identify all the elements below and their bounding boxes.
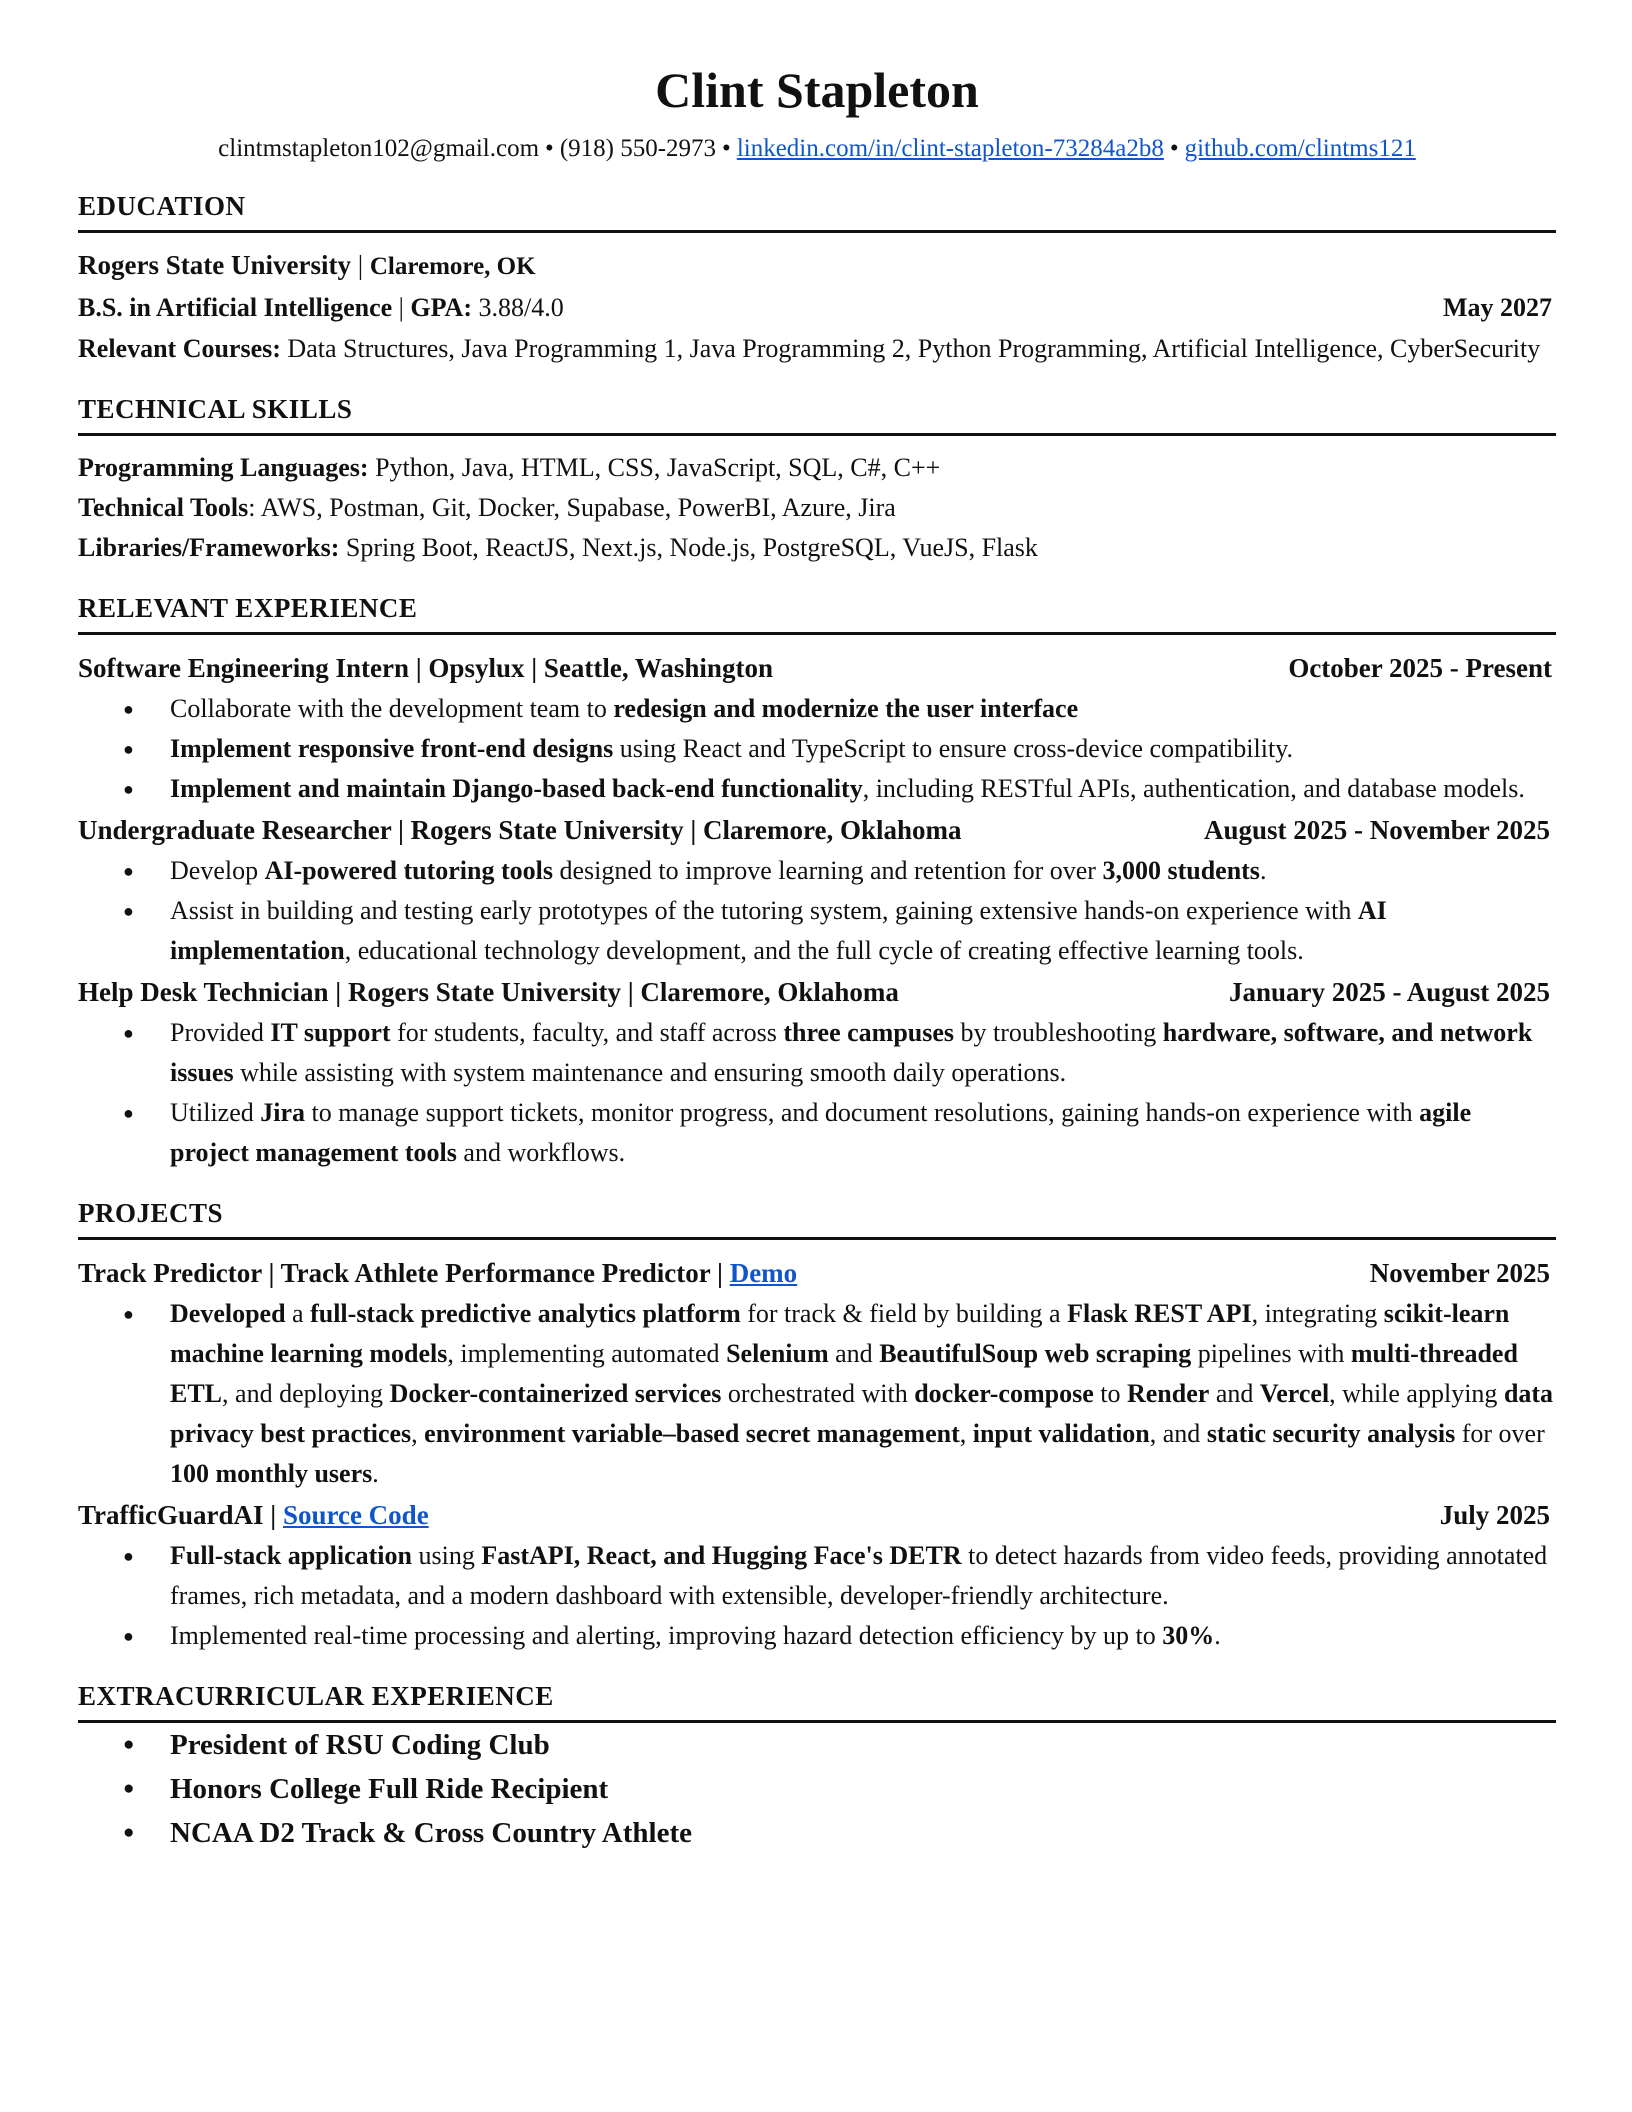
bullet-item bbox=[170, 1536, 1556, 1616]
linkedin-link[interactable]: linkedin.com/in/clint-stapleton-73284a2b8 bbox=[736, 135, 1164, 162]
languages-line bbox=[78, 448, 1556, 488]
bullet-emphasis: input validation bbox=[972, 1419, 1150, 1448]
tools-label: Technical Tools bbox=[78, 493, 249, 522]
job-heading: Software Engineering Intern | Opsylux | Seattle, Washington bbox=[78, 653, 773, 683]
bullet-text: Develop bbox=[170, 856, 265, 885]
section-title-experience: RELEVANT EXPERIENCE bbox=[78, 590, 1556, 635]
tools-line bbox=[78, 488, 1556, 528]
bullet-emphasis: Docker-containerized services bbox=[389, 1379, 722, 1408]
school-name: Rogers State University bbox=[78, 250, 351, 280]
section-title-projects: PROJECTS bbox=[78, 1195, 1556, 1240]
school-line bbox=[78, 245, 1556, 287]
bullet-text: designed to improve learning and retention for over bbox=[553, 856, 1103, 885]
bullet-item bbox=[170, 851, 1556, 891]
bullet-emphasis: 30% bbox=[1162, 1621, 1215, 1650]
bullet-emphasis: 3,000 students bbox=[1102, 856, 1260, 885]
bullet-text: , including RESTful APIs, authentication, and database models. bbox=[862, 774, 1525, 803]
bullet-text: , bbox=[411, 1419, 425, 1448]
job-heading-row bbox=[78, 647, 1556, 689]
project-link[interactable]: Source Code bbox=[282, 1500, 429, 1530]
bullet-emphasis: multi-threaded ETL bbox=[170, 1339, 1518, 1408]
bullet-emphasis: redesign and modernize the user interface bbox=[613, 694, 1079, 723]
school-location: Claremore, OK bbox=[369, 253, 536, 280]
job-date: January 2025 - August 2025 bbox=[1228, 977, 1550, 1007]
bullet-emphasis: data privacy best practices bbox=[170, 1379, 1554, 1448]
bullet-emphasis: Developed bbox=[170, 1299, 286, 1328]
job-date: August 2025 - November 2025 bbox=[1204, 815, 1550, 845]
bullet-text: while assisting with system maintenance and ensuring smooth daily operations. bbox=[233, 1058, 1067, 1087]
bullet-emphasis: Flask REST API bbox=[1067, 1299, 1252, 1328]
bullet-item bbox=[170, 689, 1556, 729]
section-title-skills: TECHNICAL SKILLS bbox=[78, 391, 1556, 436]
job-heading: Help Desk Technician | Rogers State University | Claremore, Oklahoma bbox=[78, 977, 899, 1007]
bullet-text: Collaborate with the development team to bbox=[170, 694, 614, 723]
bullet-text: a bbox=[285, 1299, 311, 1328]
separator: • bbox=[1169, 135, 1179, 162]
extracurricular-item: ● President of RSU Coding Club bbox=[170, 1723, 1556, 1767]
bullet-emphasis: hardware, software, and network issues bbox=[170, 1018, 1533, 1087]
projects-section bbox=[78, 1195, 1556, 1656]
frameworks-line bbox=[78, 528, 1556, 568]
bullet-text: Implemented real-time processing and alerting, improving hazard detection efficiency by up to bbox=[170, 1621, 1163, 1650]
project-bullets bbox=[78, 1294, 1556, 1494]
frameworks-list: Spring Boot, ReactJS, Next.js, Node.js, PostgreSQL, VueJS, Flask bbox=[345, 533, 1038, 562]
bullet-text: , implementing automated bbox=[447, 1339, 727, 1368]
email-text: clintmstapleton102@gmail.com bbox=[218, 135, 540, 162]
bullet-text: , and deploying bbox=[222, 1379, 390, 1408]
bullet-emphasis: docker-compose bbox=[914, 1379, 1094, 1408]
bullet-text: for over bbox=[1455, 1419, 1545, 1448]
extracurricular-item: ● NCAA D2 Track & Cross Country Athlete bbox=[170, 1811, 1556, 1855]
contact-line bbox=[78, 132, 1556, 166]
pipe: | bbox=[357, 250, 370, 280]
bullet-text: . bbox=[1214, 1621, 1221, 1650]
bullet-item bbox=[170, 1093, 1556, 1173]
bullet-text: for students, faculty, and staff across bbox=[390, 1018, 784, 1047]
bullet-emphasis: Selenium bbox=[726, 1339, 829, 1368]
bullet-text: and bbox=[1209, 1379, 1260, 1408]
bullet-emphasis: 100 monthly users bbox=[170, 1459, 373, 1488]
bullet-text: . bbox=[372, 1459, 379, 1488]
degree-name: B.S. in Artificial Intelligence bbox=[78, 293, 393, 322]
bullet-emphasis: Full-stack application bbox=[170, 1541, 412, 1570]
github-link[interactable]: github.com/clintms121 bbox=[1184, 135, 1416, 162]
bullet-text: using bbox=[411, 1541, 482, 1570]
languages-label: Programming Languages: bbox=[78, 453, 369, 482]
bullet-text: and bbox=[828, 1339, 880, 1368]
bullet-item bbox=[170, 769, 1556, 809]
bullet-text: , educational technology development, and the full cycle of creating effective learning tools. bbox=[344, 936, 1304, 965]
languages-list: Python, Java, HTML, CSS, JavaScript, SQL, C#, C++ bbox=[375, 453, 941, 482]
bullet-text: pipelines with bbox=[1191, 1339, 1351, 1368]
project-link[interactable]: Demo bbox=[729, 1258, 798, 1288]
phone-text: (918) 550-2973 bbox=[559, 135, 717, 162]
bullet-emphasis: full-stack predictive analytics platform bbox=[310, 1299, 741, 1328]
bullet-item bbox=[170, 1013, 1556, 1093]
bullet-emphasis: three campuses bbox=[783, 1018, 955, 1047]
bullet-emphasis: FastAPI, React, and Hugging Face's DETR bbox=[481, 1541, 962, 1570]
bullet-emphasis: BeautifulSoup web scraping bbox=[879, 1339, 1192, 1368]
bullet-emphasis: agile project management tools bbox=[170, 1098, 1472, 1167]
tools-list: : AWS, Postman, Git, Docker, Supabase, PowerBI, Azure, Jira bbox=[248, 493, 896, 522]
bullet-text: Assist in building and testing early prototypes of the tutoring system, gaining extensive hands-on experience with bbox=[170, 896, 1358, 925]
bullet-text: . bbox=[1259, 856, 1267, 885]
courses-label: Relevant Courses: bbox=[78, 334, 281, 363]
bullet-emphasis: Render bbox=[1126, 1379, 1210, 1408]
bullet-emphasis: IT support bbox=[270, 1018, 391, 1047]
section-title-education: EDUCATION bbox=[78, 188, 1556, 233]
degree-line: B.S. in Artificial Intelligence | GPA: 3.88/4.0 bbox=[78, 293, 564, 322]
bullet-item bbox=[170, 729, 1556, 769]
job-heading: Undergraduate Researcher | Rogers State University | Claremore, Oklahoma bbox=[78, 815, 962, 845]
job-bullets bbox=[78, 851, 1556, 971]
job-bullets bbox=[78, 1013, 1556, 1173]
bullet-text: , while applying bbox=[1329, 1379, 1504, 1408]
bullet-emphasis: environment variable–based secret management bbox=[424, 1419, 960, 1448]
project-heading-row bbox=[78, 1252, 1556, 1294]
bullet-text: , and bbox=[1149, 1419, 1207, 1448]
job-bullets bbox=[78, 689, 1556, 809]
frameworks-label: Libraries/Frameworks: bbox=[78, 533, 340, 562]
job-date: October 2025 - Present bbox=[1288, 653, 1552, 683]
project-heading-wrap bbox=[78, 1494, 429, 1536]
education-section bbox=[78, 188, 1556, 369]
bullet-emphasis: static security analysis bbox=[1206, 1419, 1456, 1448]
project-heading-row bbox=[78, 1494, 1556, 1536]
project-heading: TrafficGuardAI | bbox=[78, 1500, 283, 1530]
bullet-emphasis: AI implementation bbox=[170, 896, 1387, 965]
bullet-emphasis: AI-powered tutoring tools bbox=[264, 856, 553, 885]
bullet-item bbox=[170, 891, 1556, 971]
extracurricular-list bbox=[78, 1723, 1556, 1855]
bullet-text: to bbox=[1093, 1379, 1127, 1408]
extracurricular-item: ● Honors College Full Ride Recipient bbox=[170, 1767, 1556, 1811]
job-heading-row bbox=[78, 809, 1556, 851]
experience-list bbox=[78, 635, 1556, 1173]
bullet-emphasis: Jira bbox=[260, 1098, 306, 1127]
degree-row bbox=[78, 287, 1556, 329]
bullet-text: Utilized bbox=[170, 1098, 261, 1127]
bullet-text: orchestrated with bbox=[721, 1379, 915, 1408]
bullet-item bbox=[170, 1294, 1556, 1494]
gpa-value: 3.88/4.0 bbox=[478, 293, 564, 322]
courses-list: Data Structures, Java Programming 1, Java Programming 2, Python Programming, Artificial Intelligence, CyberSecurity bbox=[287, 334, 1541, 363]
courses-line bbox=[78, 329, 1556, 369]
bullet-text: and workflows. bbox=[456, 1138, 626, 1167]
bullet-emphasis: Vercel bbox=[1259, 1379, 1330, 1408]
bullet-item bbox=[170, 1616, 1556, 1656]
graduation-date: May 2027 bbox=[1442, 293, 1552, 322]
separator: • bbox=[722, 135, 731, 162]
project-heading-wrap bbox=[78, 1252, 797, 1294]
extracurricular-section bbox=[78, 1678, 1556, 1855]
bullet-text: to detect hazards from video feeds, providing annotated frames, rich metadata, and a modern dashboard with extensible, developer-friendly architecture. bbox=[170, 1541, 1548, 1610]
bullet-text: to manage support tickets, monitor progress, and document resolutions, gaining hands-on experience with bbox=[305, 1098, 1420, 1127]
gpa-label: GPA: bbox=[410, 293, 472, 322]
project-heading: Track Predictor | Track Athlete Performance Predictor | bbox=[78, 1258, 730, 1288]
separator: • bbox=[545, 135, 554, 162]
section-title-extracurricular: EXTRACURRICULAR EXPERIENCE bbox=[78, 1678, 1556, 1723]
project-bullets bbox=[78, 1536, 1556, 1656]
project-date: July 2025 bbox=[1439, 1500, 1550, 1530]
projects-list bbox=[78, 1240, 1556, 1656]
bullet-emphasis: scikit-learn machine learning models bbox=[170, 1299, 1510, 1368]
job-heading-row bbox=[78, 971, 1556, 1013]
skills-section bbox=[78, 391, 1556, 568]
experience-section bbox=[78, 590, 1556, 1173]
bullet-text: Provided bbox=[170, 1018, 271, 1047]
bullet-text: using React and TypeScript to ensure cross-device compatibility. bbox=[613, 734, 1294, 763]
bullet-text: , bbox=[959, 1419, 973, 1448]
candidate-name: Clint Stapleton bbox=[655, 62, 979, 118]
bullet-emphasis: Implement responsive front-end designs bbox=[170, 734, 614, 763]
project-date: November 2025 bbox=[1369, 1258, 1550, 1288]
bullet-emphasis: Implement and maintain Django-based back-end functionality bbox=[170, 774, 863, 803]
bullet-text: , integrating bbox=[1251, 1299, 1384, 1328]
bullet-text: by troubleshooting bbox=[954, 1018, 1163, 1047]
bullet-text: for track & field by building a bbox=[740, 1299, 1068, 1328]
